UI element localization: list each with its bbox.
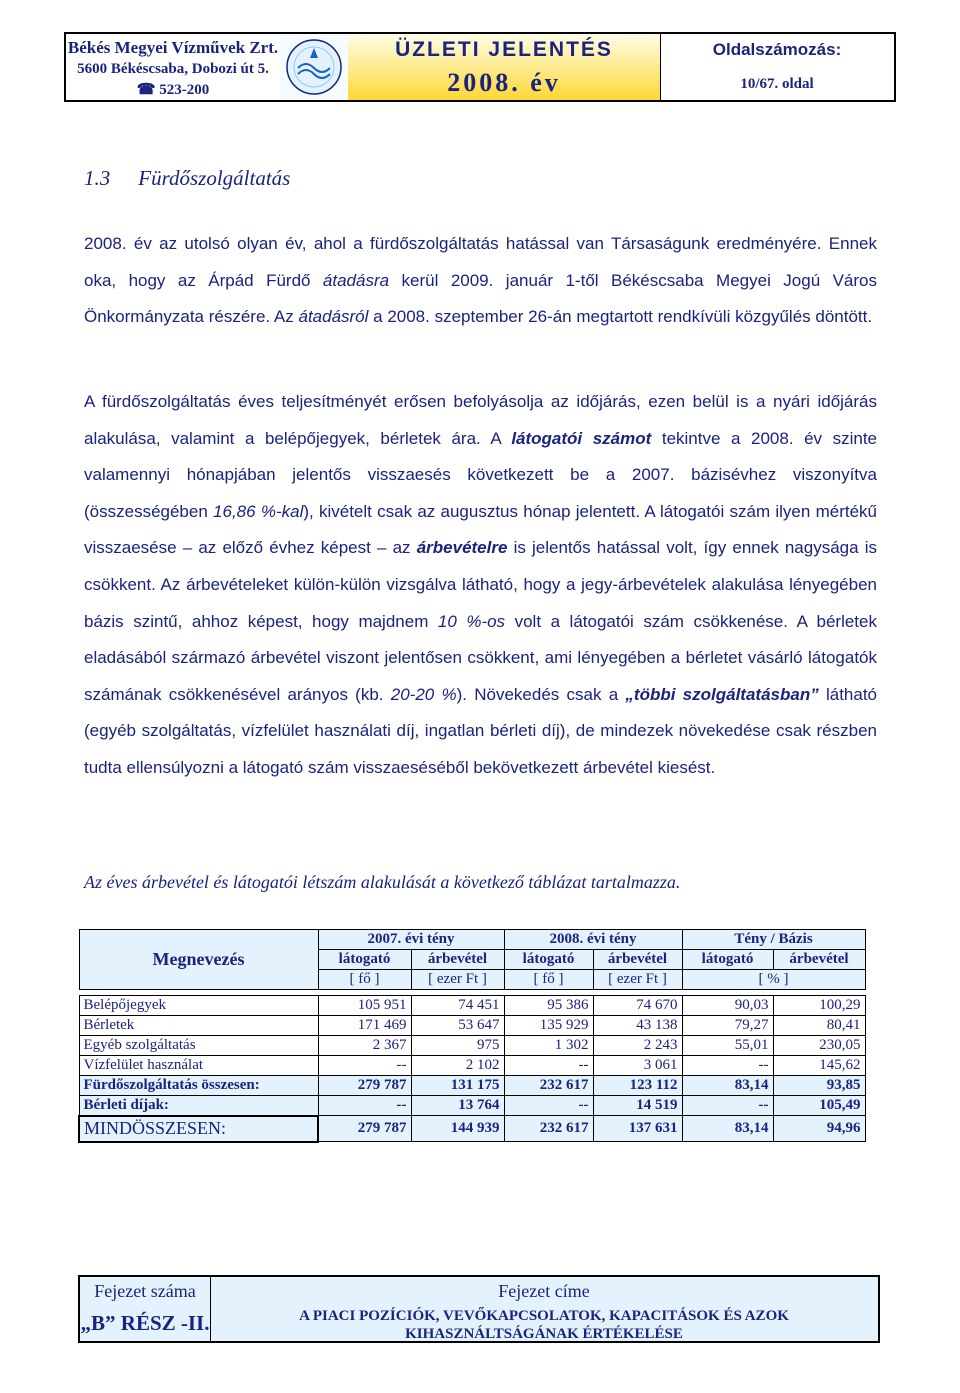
table-row [79,1056,865,1076]
table-cell: 95 386 [504,996,593,1016]
text-run: ), kivételt csak az augusztus hónap jelentett. A látogatói szám ilyen mértékű visszaesése – az előző évhez képest – az [84,501,877,558]
column-header: árbevétel [411,950,504,970]
chapter-title-label: Fejezet címe [498,1281,590,1301]
table-cell: 232 617 [504,1116,593,1142]
unit-label: [ ezer Ft ] [593,970,682,990]
table-cell: 123 112 [593,1076,682,1096]
table-cell: 94,96 [773,1116,865,1142]
table-cell: 43 138 [593,1016,682,1036]
paragraph-intro [84,226,877,336]
page-number-block [660,34,894,100]
table-cell: 74 451 [411,996,504,1016]
report-title: ÜZLETI JELENTÉS [395,38,613,61]
bath-statistics-table [78,929,866,1143]
table-cell: 1 302 [504,1036,593,1056]
table-cell: -- [504,1096,593,1116]
table-cell: 137 631 [593,1116,682,1142]
text-run: volt a látogatói szám csökkenése. A bérletek eladásából származó árbevétel viszont jelentősen csökkent, ami lényegében a bérletet vásárló látogatók számának csökkenésével arányos (kb. [84,611,877,704]
table-cell: 100,29 [773,996,865,1016]
row-label: Bérleti díjak: [79,1096,318,1116]
section-number: 1.3 [84,166,111,190]
column-header: árbevétel [593,950,682,970]
company-logo [280,34,349,100]
unit-label: [ fő ] [318,970,411,990]
table-cell: 90,03 [682,996,773,1016]
table-cell: 83,14 [682,1076,773,1096]
table-cell: 93,85 [773,1076,865,1096]
page-header [64,32,896,102]
emphasis-text: 20-20 % [390,684,457,704]
row-label: Fürdőszolgáltatás összesen: [79,1076,318,1096]
table-cell: 105 951 [318,996,411,1016]
text-run: tekintve a 2008. év szinte valamennyi hónapjában jelentős visszaesés következett be a 2007. bázisévhez viszonyítva (összességében [84,428,878,521]
row-label: MINDÖSSZESEN: [79,1116,318,1142]
company-name: Békés Megyei Vízművek Zrt. [67,38,279,57]
text-run: 2008. év az utolsó olyan év, ahol a fürdőszolgáltatás hatással van Társaságunk eredményére. Ennek oka, hogy az Árpád Fürdő [84,234,877,290]
table-cell: 79,27 [682,1016,773,1036]
table-cell: 2 367 [318,1036,411,1056]
page-number-value: 10/67. oldal [740,76,814,92]
unit-label: [ ezer Ft ] [411,970,504,990]
table-cell: 105,49 [773,1096,865,1116]
logo-emblem-icon [280,34,348,100]
table-row-rental [79,1096,865,1116]
table-cell: 80,41 [773,1016,865,1036]
table-row [79,1036,865,1056]
table-cell: 13 764 [411,1096,504,1116]
table-cell: -- [504,1056,593,1076]
emphasis-text: „többi szolgáltatásban” [625,684,819,704]
table-cell: 2 102 [411,1056,504,1076]
page-number-label: Oldalszámozás: [712,40,842,59]
table-cell: 3 061 [593,1056,682,1076]
column-header-name: Megnevezés [79,930,318,990]
table-row [79,996,865,1016]
row-label: Egyéb szolgáltatás [79,1036,318,1056]
table-header-row [79,930,865,950]
table-row-subtotal [79,1076,865,1096]
table-cell: 232 617 [504,1076,593,1096]
text-run: látható (egyéb szolgáltatás, vízfelület használati díj, ingatlan bérleti díj), de mindezek növekedése csak részben tudta ellensúlyozni a látogató szám visszaeséséből bekövetkezett árbevétel kiesést. [84,684,877,777]
table-cell: 145,62 [773,1056,865,1076]
emphasis-text: átadásra [322,270,390,290]
chapter-title [210,1307,878,1343]
table-cell: 53 647 [411,1016,504,1036]
emphasis-text: árbevételre [416,538,508,558]
section-heading [84,166,318,191]
column-header: árbevétel [773,950,865,970]
table-cell: -- [318,1096,411,1116]
chapter-number: „B” RÉSZ -II. [80,1311,210,1335]
emphasis-text: 16,86 %-kal [213,501,304,521]
table-cell: 279 787 [318,1116,411,1142]
unit-label: [ fő ] [504,970,593,990]
table-cell: 230,05 [773,1036,865,1056]
text-run: a 2008. szeptember 26-án megtartott rendkívüli közgyűlés döntött. [368,307,873,326]
report-year: 2008. év [447,68,561,97]
chapter-number-label: Fejezet száma [94,1281,196,1301]
chapter-title-line: A PIACI POZÍCIÓK, VEVŐKAPCSOLATOK, KAPACITÁSOK ÉS AZOK [299,1308,789,1324]
table-cell: -- [682,1056,773,1076]
emphasis-text: 10 %-os [437,611,506,631]
text-run: is jelentős hatással volt, így ennek nagysága is csökkent. Az árbevételeket külön-külön vizsgálva látható, hogy a jegy-árbevételek alakulása lényegében bázis szintű, ahhoz képest, hogy majdnem [84,538,877,631]
table-cell: 279 787 [318,1076,411,1096]
report-title-block [348,34,661,100]
table-cell: 55,01 [682,1036,773,1056]
table-cell: 171 469 [318,1016,411,1036]
text-run: ). Növekedés csak a [456,684,626,704]
unit-label: [ % ] [682,970,865,990]
row-label: Belépőjegyek [79,996,318,1016]
table-caption: Az éves árbevétel és látogatói létszám alakulását a következő táblázat tartalmazza. [84,872,681,892]
table-cell: -- [682,1096,773,1116]
emphasis-text: átadásról [298,307,369,326]
section-title: Fürdőszolgáltatás [138,166,291,190]
table-row-grand-total [79,1116,865,1142]
table-cell: 14 519 [593,1096,682,1116]
column-header: látogató [504,950,593,970]
table-cell: 135 929 [504,1016,593,1036]
company-phone: ☎ 523-200 [136,82,210,98]
column-group-2008: 2008. évi tény [504,930,682,950]
page-footer [78,1275,880,1343]
table-row [79,1016,865,1036]
text-run: A fürdőszolgáltatás éves teljesítményét erősen befolyásolja az időjárás, ezen belül is a nyári időjárás alakulása, valamint a belépőjegyek, bérletek ára. A [84,392,877,448]
table-cell: 83,14 [682,1116,773,1142]
table-cell: -- [318,1056,411,1076]
row-label: Vízfelület használat [79,1056,318,1076]
table-cell: 74 670 [593,996,682,1016]
chapter-title-line: KIHASZNÁLTSÁGÁNAK ÉRTÉKELÉSE [405,1326,683,1342]
row-label: Bérletek [79,1016,318,1036]
column-group-2007: 2007. évi tény [318,930,504,950]
text-run: kerül 2009. január 1-től Békéscsaba Megyei Jogú Város Önkormányzata részére. Az [84,270,878,326]
company-address: 5600 Békéscsaba, Dobozi út 5. [77,61,269,77]
table-cell: 131 175 [411,1076,504,1096]
chapter-title-block [210,1277,878,1341]
table-cell: 2 243 [593,1036,682,1056]
chapter-number-block [80,1277,211,1341]
column-group-ratio: Tény / Bázis [682,930,865,950]
company-block [66,34,281,100]
emphasis-text: látogatói számot [511,428,652,448]
table-cell: 144 939 [411,1116,504,1142]
table-cell: 975 [411,1036,504,1056]
column-header: látogató [682,950,773,970]
paragraph-analysis [84,384,877,787]
column-header: látogató [318,950,411,970]
